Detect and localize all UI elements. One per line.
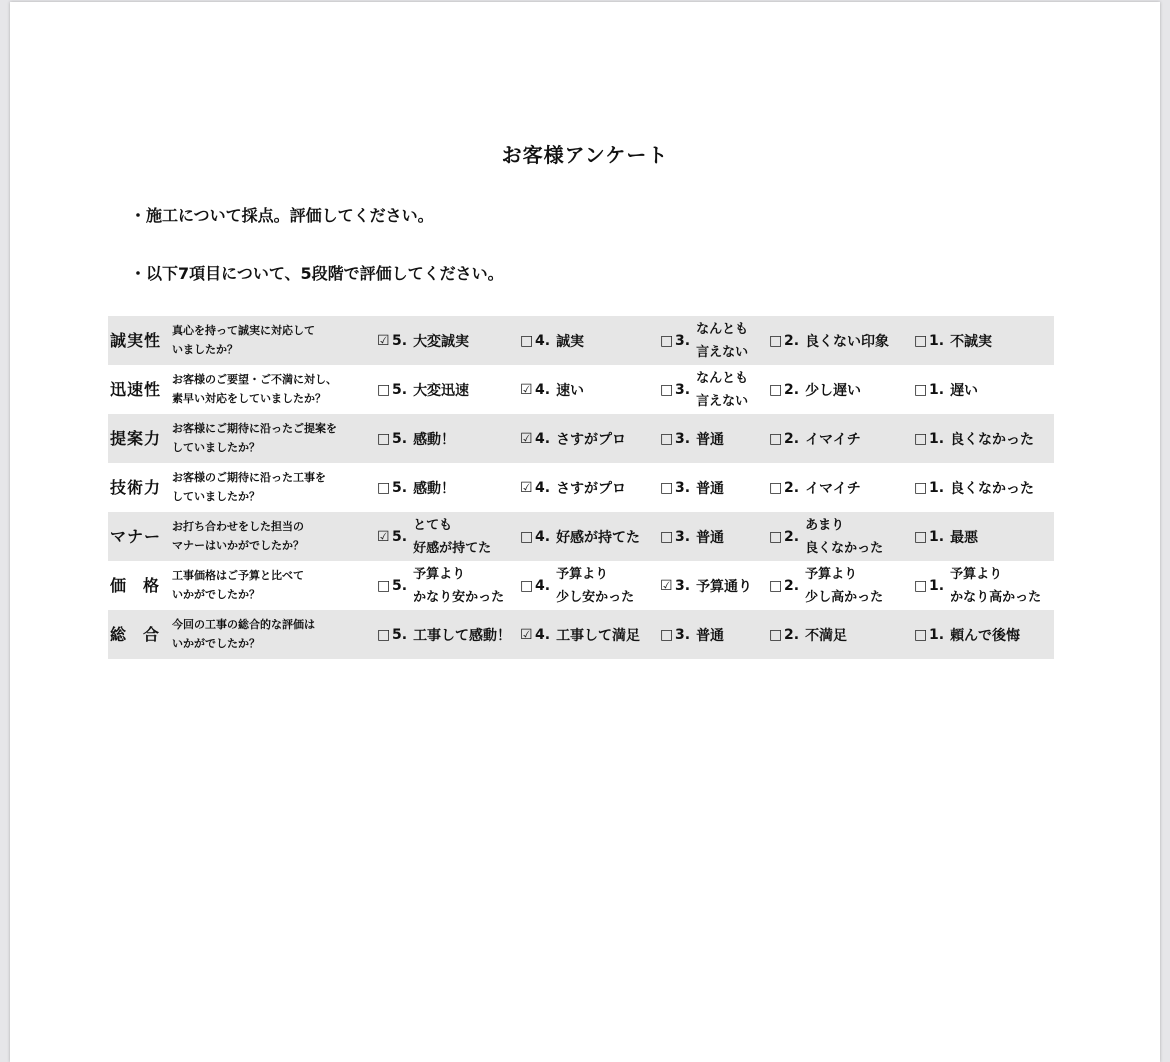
option-label-line: 少し高かった <box>805 589 884 605</box>
option-label: 普通 <box>696 480 725 497</box>
rating-option[interactable] <box>377 610 511 659</box>
question-line: していましたか？ <box>172 490 260 503</box>
rating-option[interactable] <box>914 561 1041 610</box>
row-question <box>172 566 372 604</box>
rating-option[interactable] <box>769 463 861 512</box>
option-label <box>556 563 634 609</box>
rating-option[interactable] <box>769 561 883 610</box>
checkbox-icon[interactable]: □ <box>377 381 391 398</box>
row-category: 価格 <box>110 576 177 595</box>
rating-option[interactable] <box>660 365 748 414</box>
row-question <box>172 370 372 408</box>
checkbox-icon[interactable]: □ <box>769 332 783 349</box>
question-line: お打ち合わせをした担当の <box>172 520 304 533</box>
option-number: 4. <box>535 381 551 398</box>
checked-checkbox-icon[interactable]: ☑ <box>660 577 673 594</box>
rating-option[interactable] <box>660 463 724 512</box>
rating-option[interactable] <box>520 463 626 512</box>
option-number: 3. <box>675 479 691 496</box>
survey-row <box>108 561 1054 610</box>
option-label-line: かなり高かった <box>950 589 1042 605</box>
option-label: 大変迅速 <box>413 382 470 399</box>
checkbox-icon[interactable]: □ <box>520 332 534 349</box>
checkbox-icon[interactable]: □ <box>914 528 928 545</box>
question-line: お客様のご要望・ご不満に対し、 <box>172 373 337 386</box>
option-number: 3. <box>675 430 691 447</box>
option-label: 良くなかった <box>950 480 1035 497</box>
checked-checkbox-icon[interactable]: ☑ <box>377 528 390 545</box>
checkbox-icon[interactable]: □ <box>914 430 928 447</box>
rating-option[interactable] <box>914 463 1034 512</box>
option-number: 5. <box>392 430 408 447</box>
option-number: 2. <box>784 479 800 496</box>
rating-option[interactable] <box>520 414 626 463</box>
checkbox-icon[interactable]: □ <box>914 577 928 594</box>
option-label-line: 少し安かった <box>556 589 635 605</box>
option-number: 2. <box>784 381 800 398</box>
option-label: 不誠実 <box>950 333 993 350</box>
option-label: 普通 <box>696 627 725 644</box>
rating-option[interactable] <box>377 561 504 610</box>
row-question <box>172 615 372 653</box>
checkbox-icon[interactable]: □ <box>520 577 534 594</box>
option-label-line: かなり安かった <box>413 589 505 605</box>
option-number: 4. <box>535 528 551 545</box>
checkbox-icon[interactable]: □ <box>914 479 928 496</box>
rating-option[interactable] <box>660 512 724 561</box>
question-line: 素早い対応をしていましたか？ <box>172 392 326 405</box>
survey-table <box>108 316 1054 659</box>
rating-option[interactable] <box>914 365 978 414</box>
option-number: 4. <box>535 626 551 643</box>
survey-row <box>108 463 1054 512</box>
checkbox-icon[interactable]: □ <box>769 430 783 447</box>
question-line: 真心を持って誠実に対応して <box>172 324 315 337</box>
option-label-line: なんとも <box>696 370 749 386</box>
rating-option[interactable] <box>769 512 883 561</box>
option-number: 5. <box>392 528 408 545</box>
checkbox-icon[interactable]: □ <box>914 332 928 349</box>
rating-option[interactable] <box>377 512 491 561</box>
option-label-line: 予算より <box>950 566 1003 582</box>
option-label: 良くなかった <box>950 431 1035 448</box>
option-label-line: なんとも <box>696 321 749 337</box>
checkbox-icon[interactable]: □ <box>769 528 783 545</box>
option-number: 2. <box>784 626 800 643</box>
question-line: いかがでしたか？ <box>172 588 260 601</box>
option-label: 少し遅い <box>805 382 862 399</box>
option-number: 1. <box>929 577 945 594</box>
option-label: 感動！ <box>413 431 456 448</box>
row-question <box>172 321 372 359</box>
rating-option[interactable] <box>769 316 889 365</box>
document-page <box>10 2 1160 1062</box>
option-label: 頼んで後悔 <box>950 627 1021 644</box>
rating-option[interactable] <box>520 561 634 610</box>
row-category: マナー <box>110 527 162 546</box>
question-line: マナーはいかがでしたか？ <box>172 539 304 552</box>
question-line: いかがでしたか？ <box>172 637 260 650</box>
question-line: いましたか？ <box>172 343 238 356</box>
option-label <box>696 367 748 413</box>
option-label <box>413 514 491 560</box>
rating-option[interactable] <box>377 316 469 365</box>
option-label: 好感が持てた <box>556 529 641 546</box>
option-label <box>413 563 504 609</box>
option-label-line: あまり <box>805 517 845 533</box>
option-label-line: 予算より <box>556 566 609 582</box>
option-number: 4. <box>535 332 551 349</box>
option-number: 5. <box>392 381 408 398</box>
row-question <box>172 419 372 457</box>
rating-option[interactable] <box>377 414 455 463</box>
rating-option[interactable] <box>914 512 978 561</box>
option-label-line: 言えない <box>696 393 749 409</box>
option-number: 5. <box>392 332 408 349</box>
checked-checkbox-icon[interactable]: ☑ <box>520 430 533 447</box>
option-label: 誠実 <box>556 333 585 350</box>
checked-checkbox-icon[interactable]: ☑ <box>520 381 533 398</box>
option-number: 1. <box>929 528 945 545</box>
option-label: 工事して満足 <box>556 627 641 644</box>
rating-option[interactable] <box>520 316 584 365</box>
option-label: 最悪 <box>950 529 979 546</box>
option-label: 大変誠実 <box>413 333 470 350</box>
option-label: さすがプロ <box>556 480 627 497</box>
option-number: 2. <box>784 430 800 447</box>
rating-option[interactable] <box>769 414 861 463</box>
checkbox-icon[interactable]: □ <box>769 626 783 643</box>
rating-option[interactable] <box>520 512 640 561</box>
option-label: 感動！ <box>413 480 456 497</box>
row-category: 提案力 <box>110 429 162 448</box>
option-number: 1. <box>929 332 945 349</box>
checkbox-icon[interactable]: □ <box>914 381 928 398</box>
row-category: 誠実性 <box>110 331 162 350</box>
survey-row <box>108 414 1054 463</box>
option-label-line: 良くなかった <box>805 540 884 556</box>
option-label <box>950 563 1041 609</box>
checkbox-icon[interactable]: □ <box>377 479 391 496</box>
rating-option[interactable] <box>914 316 992 365</box>
rating-option[interactable] <box>520 365 584 414</box>
checked-checkbox-icon[interactable]: ☑ <box>520 626 533 643</box>
option-label <box>805 514 883 560</box>
option-number: 4. <box>535 577 551 594</box>
checkbox-icon[interactable]: □ <box>660 626 674 643</box>
option-number: 4. <box>535 479 551 496</box>
question-line: 工事価格はご予算と比べて <box>172 569 304 582</box>
rating-option[interactable] <box>660 414 724 463</box>
rating-option[interactable] <box>377 365 469 414</box>
option-label: 普通 <box>696 529 725 546</box>
option-number: 1. <box>929 381 945 398</box>
option-label: 速い <box>556 382 585 399</box>
checked-checkbox-icon[interactable]: ☑ <box>520 479 533 496</box>
option-number: 2. <box>784 332 800 349</box>
rating-option[interactable] <box>377 463 455 512</box>
rating-option[interactable] <box>660 561 752 610</box>
option-label: 不満足 <box>805 627 848 644</box>
row-category: 迅速性 <box>110 380 162 399</box>
option-label: 良くない印象 <box>805 333 890 350</box>
option-label: 遅い <box>950 382 979 399</box>
rating-option[interactable] <box>769 610 847 659</box>
checkbox-icon[interactable]: □ <box>377 430 391 447</box>
survey-row <box>108 610 1054 659</box>
rating-option[interactable] <box>914 610 1020 659</box>
option-number: 2. <box>784 528 800 545</box>
option-number: 1. <box>929 430 945 447</box>
instruction-2: ・以下7項目について、5段階で評価してください。 <box>130 264 504 283</box>
option-label-line: 予算より <box>413 566 466 582</box>
checkbox-icon[interactable]: □ <box>769 381 783 398</box>
option-label: 工事して感動！ <box>413 627 512 644</box>
checkbox-icon[interactable]: □ <box>520 528 534 545</box>
option-label: さすがプロ <box>556 431 627 448</box>
option-label-line: 予算より <box>805 566 858 582</box>
option-number: 3. <box>675 577 691 594</box>
survey-row <box>108 365 1054 414</box>
checkbox-icon[interactable]: □ <box>769 479 783 496</box>
option-label-line: 好感が持てた <box>413 540 492 556</box>
option-number: 5. <box>392 626 408 643</box>
option-number: 3. <box>675 332 691 349</box>
checkbox-icon[interactable]: □ <box>914 626 928 643</box>
option-number: 1. <box>929 626 945 643</box>
rating-option[interactable] <box>660 610 724 659</box>
page-title: お客様アンケート <box>501 143 669 167</box>
row-category: 技術力 <box>110 478 162 497</box>
option-label: 普通 <box>696 431 725 448</box>
checkbox-icon[interactable]: □ <box>660 528 674 545</box>
option-label: 予算通り <box>696 578 753 595</box>
option-label: イマイチ <box>805 480 861 497</box>
rating-option[interactable] <box>660 316 748 365</box>
checkbox-icon[interactable]: □ <box>660 332 674 349</box>
option-label <box>805 563 883 609</box>
row-category: 総合 <box>110 625 177 644</box>
checkbox-icon[interactable]: □ <box>769 577 783 594</box>
checkbox-icon[interactable]: □ <box>660 479 674 496</box>
survey-row <box>108 512 1054 561</box>
option-number: 4. <box>535 430 551 447</box>
rating-option[interactable] <box>769 365 861 414</box>
question-line: お客様のご期待に沿った工事を <box>172 471 326 484</box>
option-number: 1. <box>929 479 945 496</box>
instruction-1: ・施工について採点。評価してください。 <box>130 206 434 225</box>
rating-option[interactable] <box>520 610 640 659</box>
option-number: 3. <box>675 626 691 643</box>
option-number: 2. <box>784 577 800 594</box>
option-number: 3. <box>675 381 691 398</box>
option-label: イマイチ <box>805 431 861 448</box>
question-line: していましたか？ <box>172 441 260 454</box>
option-number: 5. <box>392 577 408 594</box>
row-question <box>172 468 372 506</box>
row-question <box>172 517 372 555</box>
checkbox-icon[interactable]: □ <box>377 626 391 643</box>
checkbox-icon[interactable]: □ <box>377 577 391 594</box>
option-number: 5. <box>392 479 408 496</box>
checked-checkbox-icon[interactable]: ☑ <box>377 332 390 349</box>
question-line: お客様にご期待に沿ったご提案を <box>172 422 337 435</box>
option-number: 3. <box>675 528 691 545</box>
rating-option[interactable] <box>914 414 1034 463</box>
option-label <box>696 318 748 364</box>
checkbox-icon[interactable]: □ <box>660 381 674 398</box>
option-label-line: とても <box>413 517 453 533</box>
question-line: 今回の工事の総合的な評価は <box>172 618 315 631</box>
survey-row <box>108 316 1054 365</box>
checkbox-icon[interactable]: □ <box>660 430 674 447</box>
option-label-line: 言えない <box>696 344 749 360</box>
